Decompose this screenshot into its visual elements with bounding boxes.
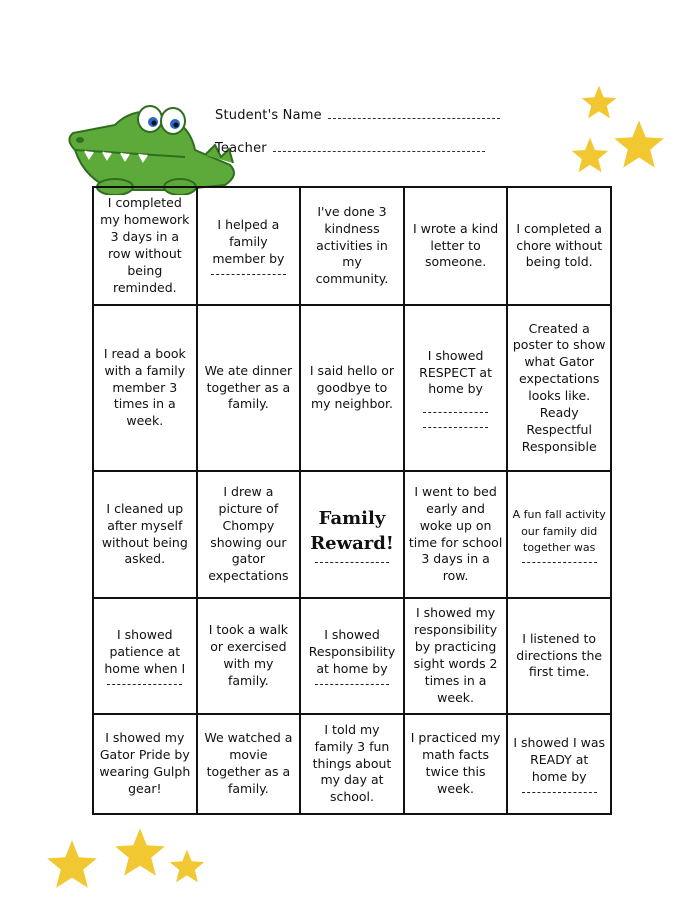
bingo-cell[interactable] bbox=[300, 598, 404, 714]
bingo-cell-text: Created a poster to show what Gator expectations looks like. Ready Respectful Responsible bbox=[512, 320, 606, 454]
bingo-cell[interactable] bbox=[93, 714, 197, 814]
bingo-cell-text: I showed Responsibility at home by bbox=[308, 627, 396, 676]
board-row bbox=[93, 598, 611, 714]
student-name-label: Student's Name bbox=[215, 108, 322, 123]
bingo-cell-text: I completed a chore without being told. bbox=[516, 220, 603, 270]
star-icon bbox=[570, 136, 610, 174]
bingo-cell-text: A fun fall activity our family did together was bbox=[512, 507, 606, 555]
bingo-cell-text: I cleaned up after myself without being asked. bbox=[101, 500, 188, 567]
star-icon bbox=[112, 826, 168, 878]
teacher-label: Teacher bbox=[215, 141, 267, 156]
bingo-cell[interactable] bbox=[404, 471, 508, 598]
bingo-cell[interactable] bbox=[197, 471, 301, 598]
student-name-field[interactable] bbox=[215, 108, 500, 123]
bingo-cell-text: I've done 3 kindness activities in my community. bbox=[315, 203, 389, 287]
board-row bbox=[93, 471, 611, 598]
bingo-cell[interactable] bbox=[197, 598, 301, 714]
bingo-cell-text: I showed my Gator Pride by wearing Gulph gear! bbox=[99, 730, 191, 796]
bingo-cell-text: We ate dinner together as a family. bbox=[204, 362, 293, 412]
bingo-cell[interactable] bbox=[507, 471, 611, 598]
bingo-cell-text: I helped a family member by bbox=[212, 217, 285, 266]
star-icon bbox=[168, 848, 206, 884]
bingo-cell[interactable] bbox=[197, 187, 301, 305]
bingo-cell-text: I drew a picture of Chompy showing our gator expectations bbox=[208, 483, 289, 584]
bingo-cell-text: I showed I was READY at home by bbox=[513, 735, 605, 784]
bingo-cell[interactable] bbox=[507, 187, 611, 305]
bingo-board bbox=[92, 186, 612, 815]
fill-in-blank[interactable] bbox=[107, 684, 182, 685]
board-row bbox=[93, 305, 611, 471]
fill-in-blank[interactable] bbox=[423, 412, 489, 413]
bingo-cell-text: I told my family 3 fun things about my day at school. bbox=[312, 721, 392, 805]
bingo-cell[interactable] bbox=[507, 598, 611, 714]
bingo-cell[interactable] bbox=[404, 598, 508, 714]
bingo-cell[interactable] bbox=[93, 598, 197, 714]
bingo-cell-text: I showed my responsibility by practicing sight words 2 times in a week. bbox=[413, 605, 498, 705]
bingo-cell-text: I showed RESPECT at home by bbox=[419, 347, 492, 397]
bingo-cell-text: I wrote a kind letter to someone. bbox=[412, 220, 499, 270]
bingo-cell-text: I went to bed early and woke up on time for school 3 days in a row. bbox=[408, 483, 503, 584]
bingo-cell[interactable] bbox=[300, 187, 404, 305]
fill-in-blank[interactable] bbox=[423, 427, 489, 428]
teacher-field[interactable] bbox=[215, 141, 485, 156]
star-icon bbox=[580, 84, 618, 120]
star-icon bbox=[44, 838, 100, 890]
fill-in-blank[interactable] bbox=[211, 274, 286, 275]
bingo-cell-text: I read a book with a family member 3 times in a week. bbox=[103, 345, 186, 429]
star-icon bbox=[612, 118, 666, 170]
bingo-cell[interactable] bbox=[404, 187, 508, 305]
bingo-cell-text: I practiced my math facts twice this week. bbox=[410, 730, 501, 796]
bingo-cell[interactable] bbox=[300, 471, 404, 598]
family-reward-label: Family Reward! bbox=[310, 507, 394, 554]
bingo-cell-text: I completed my homework 3 days in a row without being reminded. bbox=[100, 195, 190, 295]
bingo-cell-text: I said hello or goodbye to my neighbor. bbox=[309, 362, 395, 412]
board-row bbox=[93, 187, 611, 305]
bingo-cell-text: I showed patience at home when I bbox=[104, 627, 186, 676]
fill-in-blank[interactable] bbox=[315, 562, 390, 563]
bingo-cell[interactable] bbox=[404, 305, 508, 471]
bingo-cell[interactable] bbox=[507, 305, 611, 471]
bingo-cell[interactable] bbox=[507, 714, 611, 814]
fill-in-blank[interactable] bbox=[315, 684, 390, 685]
bingo-cell-text: I took a walk or exercised with my family. bbox=[208, 622, 289, 688]
bingo-cell[interactable] bbox=[300, 305, 404, 471]
bingo-cell-text: We watched a movie together as a family. bbox=[204, 730, 293, 796]
fill-in-blank[interactable] bbox=[522, 562, 597, 563]
bingo-cell[interactable] bbox=[93, 471, 197, 598]
fill-in-blank[interactable] bbox=[522, 792, 597, 793]
bingo-cell[interactable] bbox=[404, 714, 508, 814]
board-row bbox=[93, 714, 611, 814]
bingo-cell[interactable] bbox=[93, 305, 197, 471]
bingo-cell-text: I listened to directions the first time. bbox=[516, 630, 603, 680]
bingo-cell[interactable] bbox=[197, 714, 301, 814]
bingo-cell[interactable] bbox=[197, 305, 301, 471]
bingo-cell[interactable] bbox=[93, 187, 197, 305]
bingo-cell[interactable] bbox=[300, 714, 404, 814]
